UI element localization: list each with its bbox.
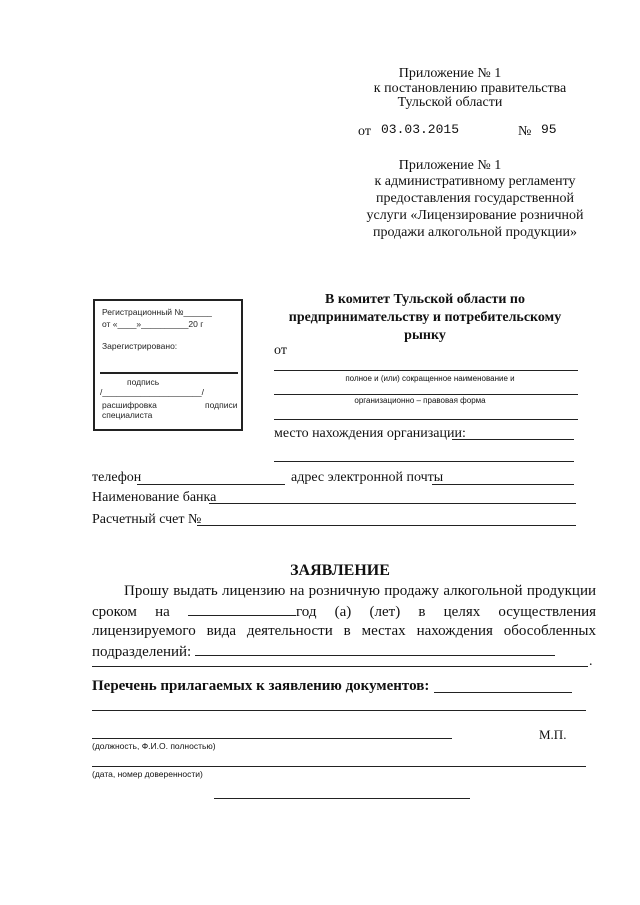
position-hint: (должность, Ф.И.О. полностью) [92,741,216,751]
addressee-line3: рынку [404,328,446,343]
statement-title: ЗАЯВЛЕНИЕ [290,562,390,579]
appendix-subtitle: к постановлению правительства [373,81,567,96]
addressee-line2: предпринимательству и потребительскому [288,310,562,325]
registration-box [93,299,243,431]
decode-label: расшифровка [102,400,157,410]
email-line [432,484,574,485]
phone-label: телефон [92,470,142,485]
documents-line1 [434,692,572,693]
subdivisions-line2 [92,666,588,667]
bank-label: Наименование банка [92,490,217,505]
appendix2-line3: услуги «Лицензирование розничной [366,208,584,223]
proxy-hint: (дата, номер доверенности) [92,769,203,779]
subdivisions-field [195,641,555,656]
addressee-line1: В комитет Тульской области по [325,292,525,307]
signature2-label: подписи [205,400,238,410]
appendix2-line2: предоставления государственной [375,191,575,206]
documents-title: Перечень прилагаемых к заявлению документов: [92,678,430,694]
appendix-region: Тульской области [397,95,503,110]
org-form-line [274,394,578,395]
term-field [188,601,296,616]
account-line [197,525,576,526]
statement-part1: Прошу выдать лицензию на розничную продажу алкогольной продукции сроком на [92,583,596,620]
org-name-hint: полное и (или) сокращенное наименование и [345,374,515,383]
documents-line2 [92,710,586,711]
signature-line [100,372,238,374]
appendix-title: Приложение № 1 [398,66,502,81]
signature-label: подпись [127,377,160,387]
bank-line [209,503,576,504]
location-line2 [274,461,574,462]
reg-date: от «____»__________20 г [102,319,204,329]
org-name-line [274,370,578,371]
specialist-label: специалиста [102,410,153,420]
email-label: адрес электронной почты [291,470,444,485]
account-label: Расчетный счет № [92,512,202,527]
appendix2-line1: к административному регламенту [374,174,576,189]
date-prefix: от [358,124,371,139]
org-form-hint: организационно – правовая форма [354,396,486,405]
registered-label: Зарегистрировано: [102,341,178,351]
number-prefix: № [518,124,532,139]
decree-number: 95 [541,122,557,137]
statement-part2: год (а) (лет) в целях осуществления лицензируемого вида деятельности в местах нахождения обособленных подразделений: [92,604,597,660]
decode-line: /_____________________/ [100,387,204,397]
statement-body [92,582,596,662]
from-label: от [274,343,287,358]
reg-number: Регистрационный №______ [102,307,212,317]
decree-date: 03.03.2015 [381,122,460,137]
statement-dot: . [589,654,593,669]
bottom-signature-line [214,798,470,799]
phone-line [137,484,285,485]
location-label: место нахождения организации: [274,426,466,441]
stamp-label: М.П. [539,727,567,742]
org-extra-line [274,419,578,420]
appendix2-line4: продажи алкогольной продукции» [372,225,578,240]
appendix2-title: Приложение № 1 [398,158,502,173]
position-line [92,738,452,739]
proxy-line [92,766,586,767]
location-line [452,439,574,440]
